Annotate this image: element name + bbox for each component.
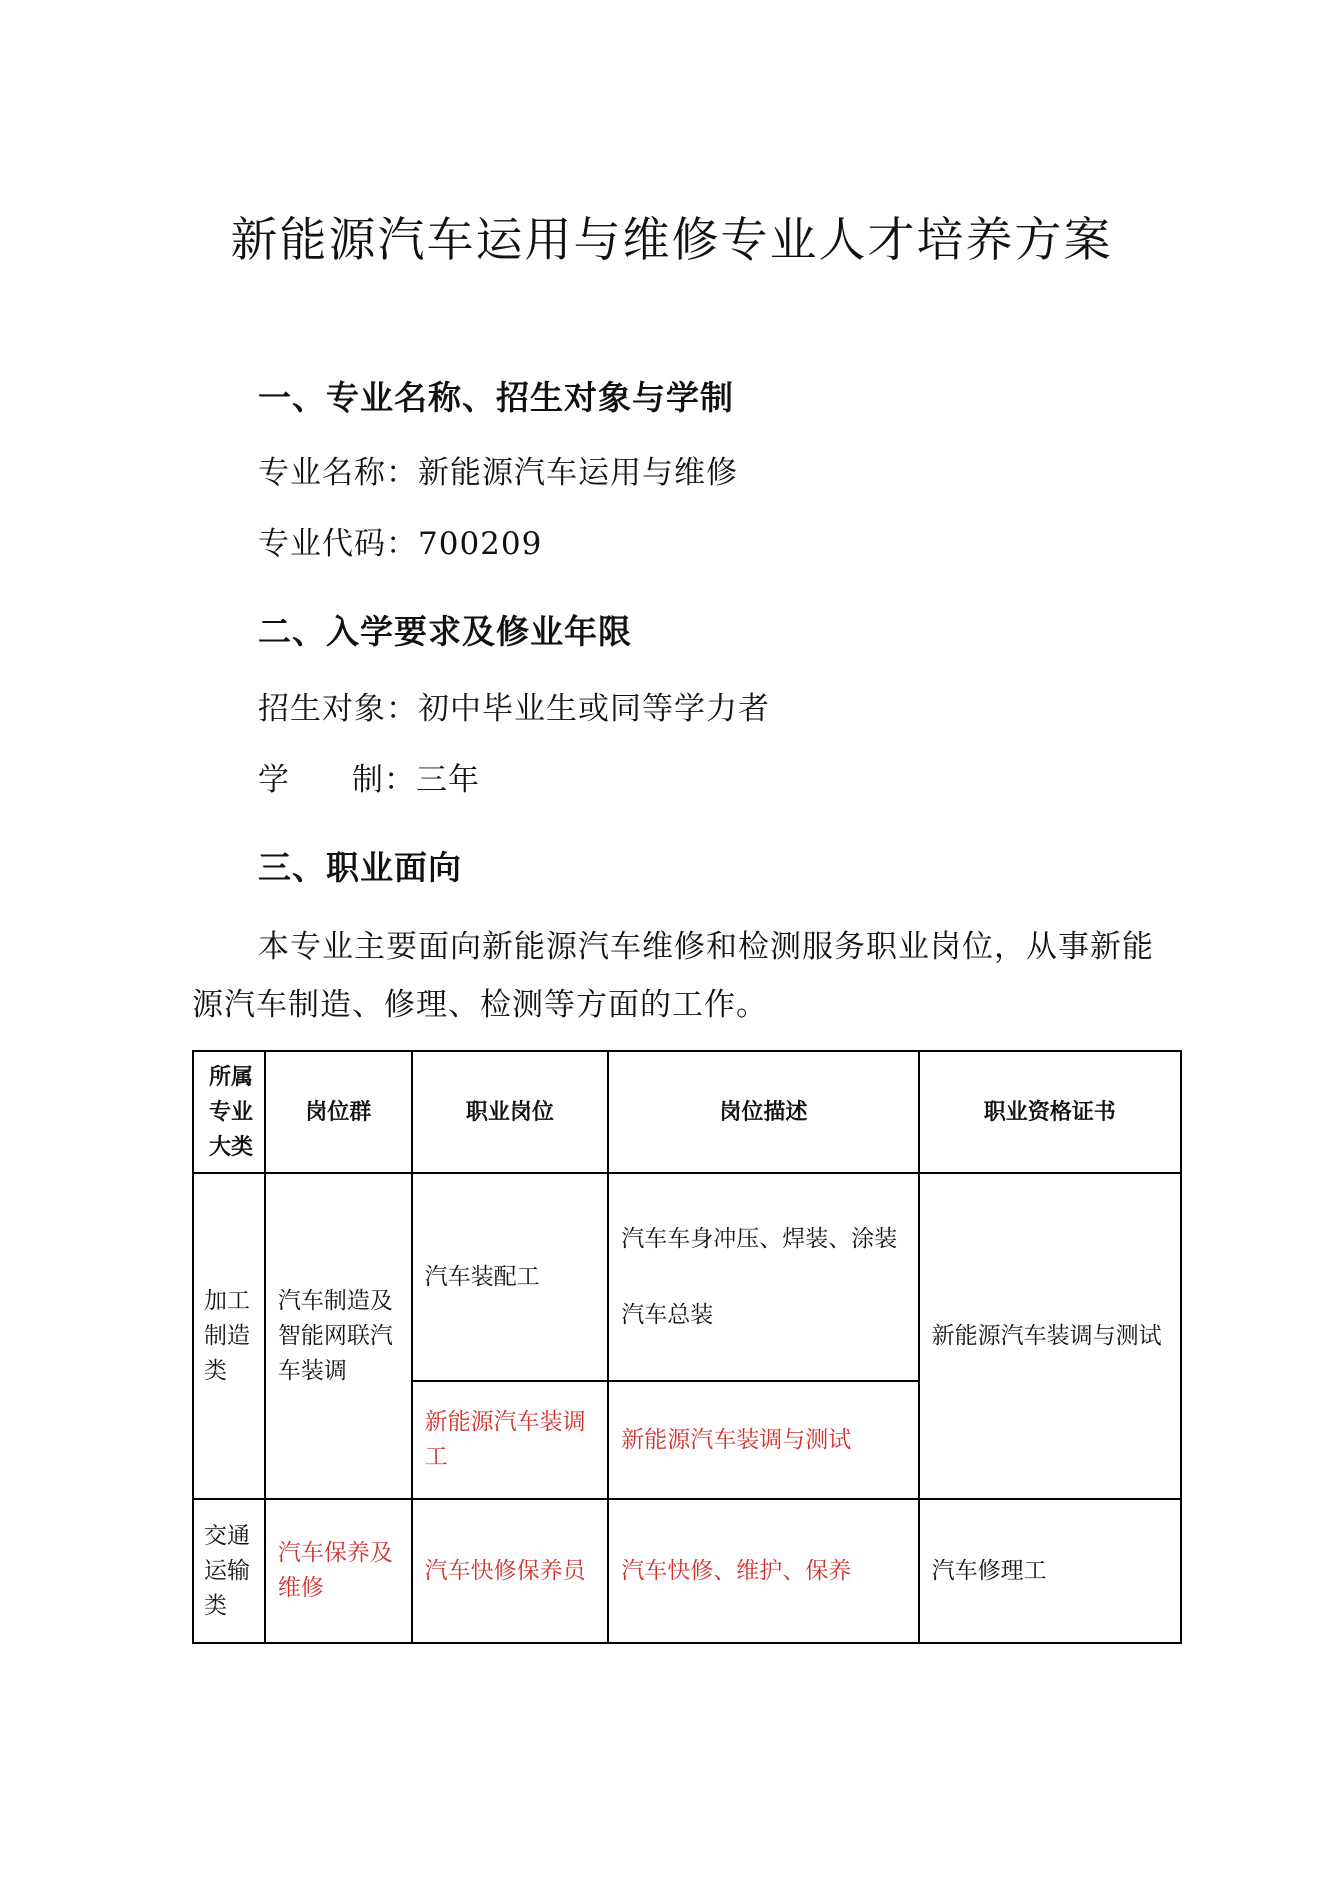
section-heading-1: 一、专业名称、招生对象与学制 [258,378,734,417]
page-title: 新能源汽车运用与维修专业人才培养方案 [230,213,1113,268]
row1-desc-a2: 汽车总装 [621,1302,714,1328]
major-code: 专业代码：700209 [258,526,543,562]
duration-label-a: 学 [258,762,290,798]
table-row [193,1499,1181,1643]
table-header-row [193,1051,1181,1173]
row1-job-a: 汽车装配工 [412,1173,609,1381]
header-job: 职业岗位 [412,1051,609,1173]
career-paragraph: 本专业主要面向新能源汽车维修和检测服务职业岗位，从事新能源汽车制造、修理、检测等方面的工作。 [192,929,1154,1023]
header-category: 所属专业大类 [193,1051,265,1173]
header-group: 岗位群 [265,1051,412,1173]
row1-group: 汽车制造及智能网联汽车装调 [265,1173,412,1499]
row1-category: 加工制造类 [193,1173,265,1499]
header-certificate: 职业资格证书 [919,1051,1181,1173]
row2-group: 汽车保养及维修 [265,1499,412,1643]
row2-description: 汽车快修、维护、保养 [608,1499,918,1643]
row1-job-b: 新能源汽车装调工 [412,1381,609,1499]
row1-desc-a [608,1173,918,1381]
row1-certificate: 新能源汽车装调与测试 [919,1173,1181,1499]
row1-desc-b: 新能源汽车装调与测试 [608,1381,918,1499]
section-heading-2: 二、入学要求及修业年限 [258,612,632,651]
header-description: 岗位描述 [608,1051,918,1173]
row2-job: 汽车快修保养员 [412,1499,609,1643]
duration-label-b: 制：三年 [352,762,480,798]
enroll-target: 招生对象：初中毕业生或同等学力者 [258,691,770,727]
duration [258,754,480,799]
row2-category: 交通运输类 [193,1499,265,1643]
major-name: 专业名称：新能源汽车运用与维修 [258,455,738,491]
row1-desc-a1: 汽车车身冲压、焊装、涂装 [621,1226,898,1252]
career-table [192,1050,1182,1644]
section-heading-3: 三、职业面向 [258,848,462,887]
table-row [193,1173,1181,1381]
row2-certificate: 汽车修理工 [919,1499,1181,1643]
